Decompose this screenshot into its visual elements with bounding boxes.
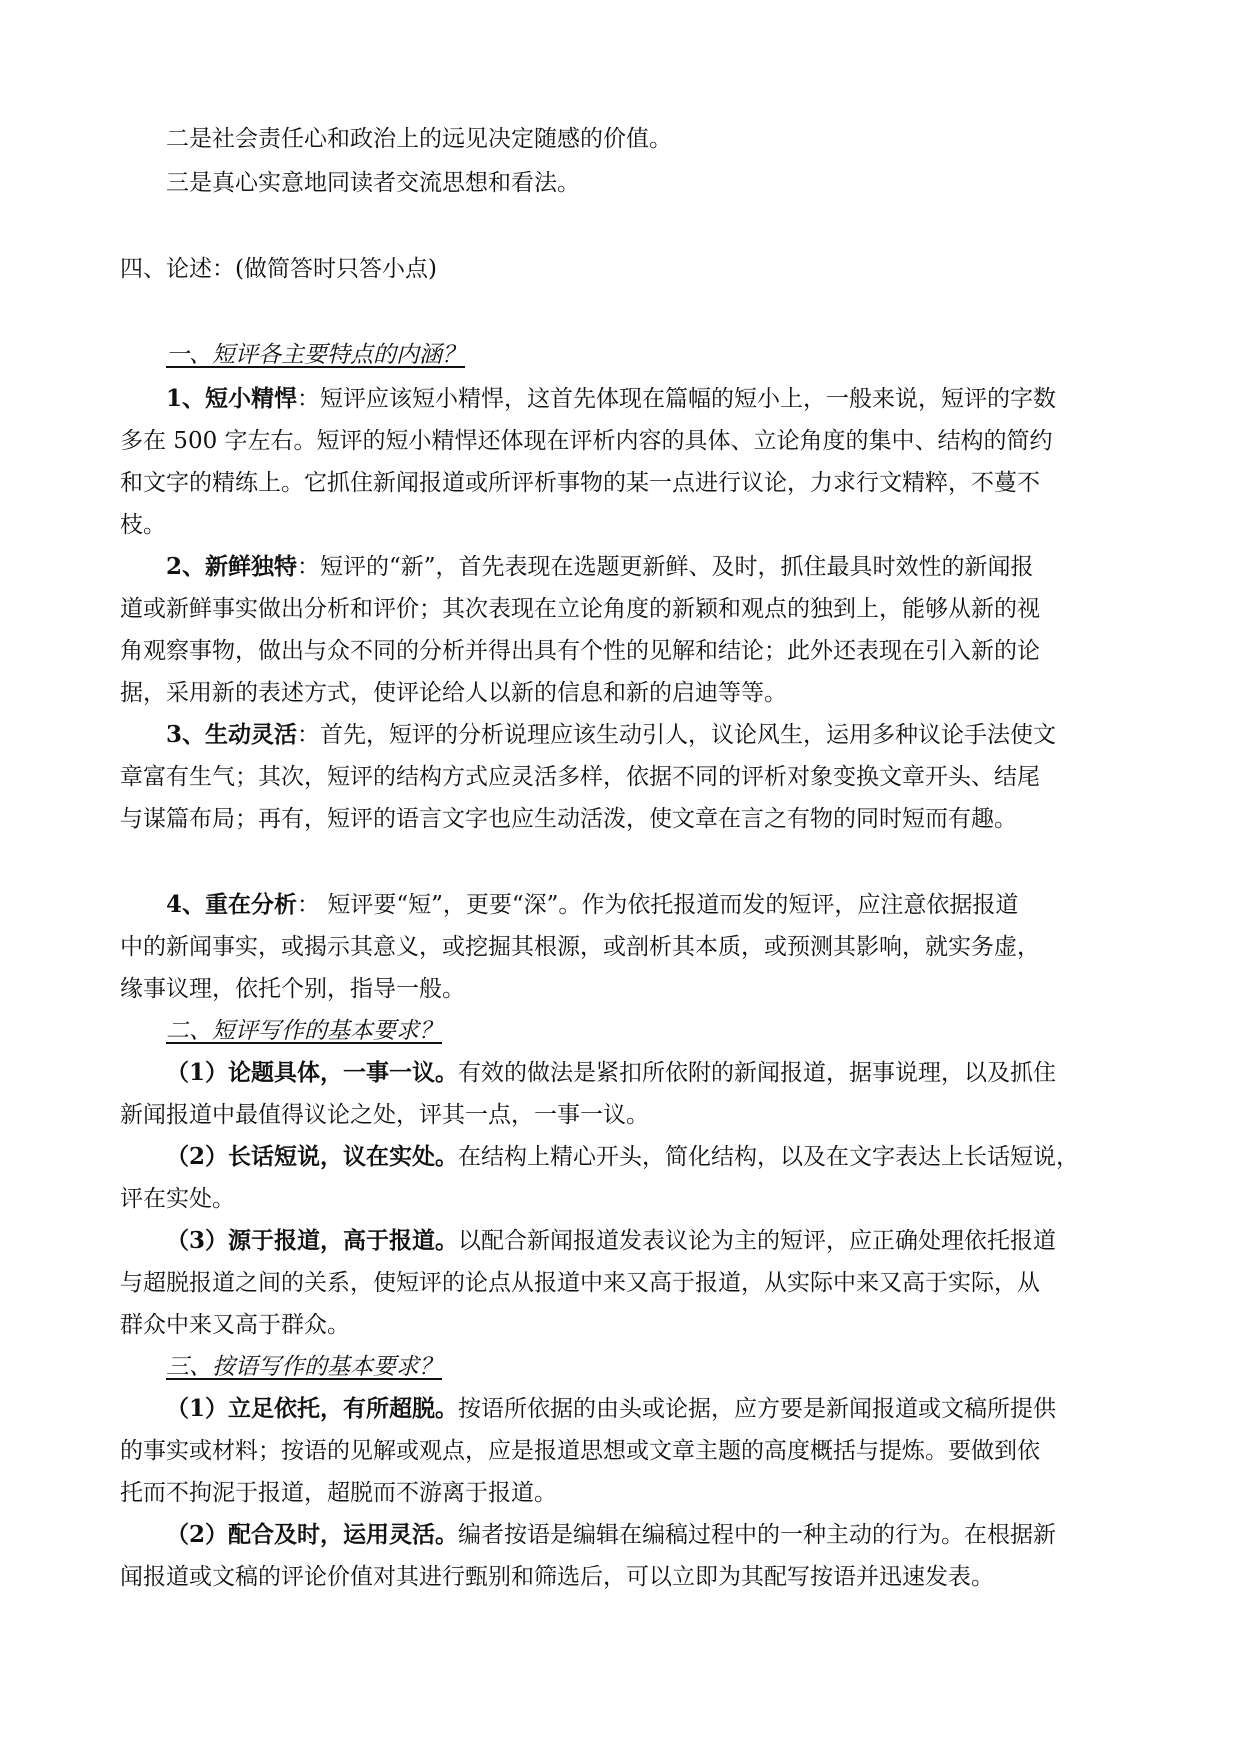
- q2-point1-label: （1）论题具体，一事一议。: [166, 1059, 459, 1086]
- q1-point1-label: 1、短小精悍: [166, 385, 298, 412]
- q1-point4-line1: [166, 890, 1176, 920]
- q1-point1-line1: [166, 384, 1176, 414]
- q1-point1-text: ：短评应该短小精悍，这首先体现在篇幅的短小上，一般来说，短评的字数: [297, 386, 1057, 412]
- q3-point1-line1: [166, 1394, 1176, 1424]
- q1-point4-label: 4、重在分析: [166, 891, 298, 918]
- q3-point2-text: 编者按语是编辑在编稿过程中的一种主动的行为。在根据新: [458, 1522, 1057, 1548]
- q1-point4-line3: 缘事议理，依托个别，指导一般。: [120, 976, 465, 1002]
- q1-point2-line2: 道或新鲜事实做出分析和评价；其次表现在立论角度的新颖和观点的独到上，能够从新的视: [120, 596, 1040, 622]
- q1-point1-line4: 枝。: [120, 512, 166, 538]
- question-2-title-text: 二、短评写作的基本要求？: [166, 1018, 442, 1044]
- question-1-title-text: 一、短评各主要特点的内涵？: [166, 342, 465, 368]
- q1-point4-text: ： 短评要“短”，更要“深”。作为依托报道而发的短评，应注意依据报道: [297, 892, 1019, 918]
- q2-point2-text: 在结构上精心开头，简化结构，以及在文字表达上长话短说，: [458, 1144, 1080, 1170]
- section-4-title: 四、论述：(做简答时只答小点): [120, 256, 437, 282]
- question-3-title-text: 三、按语写作的基本要求？: [166, 1354, 442, 1380]
- q2-point1-line1: [166, 1058, 1176, 1088]
- q1-point2-line4: 据，采用新的表述方式，使评论给人以新的信息和新的启迪等等。: [120, 680, 787, 706]
- q1-point2-line1: [166, 552, 1176, 582]
- q3-point1-text: 按语所依据的由头或论据，应方要是新闻报道或文稿所提供: [458, 1396, 1057, 1422]
- q1-point4-line2: 中的新闻事实，或揭示其意义，或挖掘其根源，或剖析其本质，或预测其影响，就实务虚，: [120, 934, 1040, 960]
- q2-point1-line2: 新闻报道中最值得议论之处，评其一点，一事一议。: [120, 1102, 649, 1128]
- q2-point3-label: （3）源于报道，高于报道。: [166, 1227, 459, 1254]
- q3-point2-line2: 闻报道或文稿的评论价值对其进行甄别和筛选后，可以立即为其配写按语并迅速发表。: [120, 1564, 994, 1590]
- question-2-title: [166, 1016, 1176, 1046]
- q1-point1-line2: 多在 500 字左右。短评的短小精悍还体现在评析内容的具体、立论角度的集中、结构的简约: [120, 428, 1053, 454]
- q3-point2-label: （2）配合及时，运用灵活。: [166, 1521, 459, 1548]
- q2-point1-text: 有效的做法是紧扣所依附的新闻报道，据事说理，以及抓住: [458, 1060, 1057, 1086]
- q2-point3-line1: [166, 1226, 1176, 1256]
- q1-point3-text: ：首先，短评的分析说理应该生动引人，议论风生，运用多种议论手法使文: [297, 722, 1057, 748]
- q2-point2-label: （2）长话短说，议在实处。: [166, 1143, 459, 1170]
- intro-line-2: 二是社会责任心和政治上的远见决定随感的价值。: [166, 126, 672, 152]
- q2-point3-line2: 与超脱报道之间的关系，使短评的论点从报道中来又高于报道，从实际中来又高于实际，从: [120, 1270, 1040, 1296]
- q2-point2-line1: [166, 1142, 1176, 1172]
- q1-point2-line3: 角观察事物，做出与众不同的分析并得出具有个性的见解和结论；此外还表现在引入新的论: [120, 638, 1040, 664]
- q1-point3-line1: [166, 720, 1176, 750]
- q1-point3-label: 3、生动灵活: [166, 721, 298, 748]
- q2-point3-line3: 群众中来又高于群众。: [120, 1312, 350, 1338]
- q1-point1-line3: 和文字的精练上。它抓住新闻报道或所评析事物的某一点进行议论，力求行文精粹，不蔓不: [120, 470, 1040, 496]
- question-3-title: [166, 1352, 1176, 1382]
- q1-point2-text: ：短评的“新”，首先表现在选题更新鲜、及时，抓住最具时效性的新闻报: [297, 554, 1034, 580]
- q3-point2-line1: [166, 1520, 1176, 1550]
- question-1-title: [166, 340, 1176, 370]
- q1-point3-line2: 章富有生气；其次，短评的结构方式应灵活多样，依据不同的评析对象变换文章开头、结尾: [120, 764, 1040, 790]
- q3-point1-line2: 的事实或材料；按语的见解或观点，应是报道思想或文章主题的高度概括与提炼。要做到依: [120, 1438, 1040, 1464]
- q2-point3-text: 以配合新闻报道发表议论为主的短评，应正确处理依托报道: [458, 1228, 1057, 1254]
- q2-point2-line2: 评在实处。: [120, 1186, 235, 1212]
- q3-point1-line3: 托而不拘泥于报道，超脱而不游离于报道。: [120, 1480, 557, 1506]
- q3-point1-label: （1）立足依托，有所超脱。: [166, 1395, 459, 1422]
- intro-line-3: 三是真心实意地同读者交流思想和看法。: [166, 170, 580, 196]
- q1-point3-line3: 与谋篇布局；再有，短评的语言文字也应生动活泼，使文章在言之有物的同时短而有趣。: [120, 806, 1017, 832]
- q1-point2-label: 2、新鲜独特: [166, 553, 298, 580]
